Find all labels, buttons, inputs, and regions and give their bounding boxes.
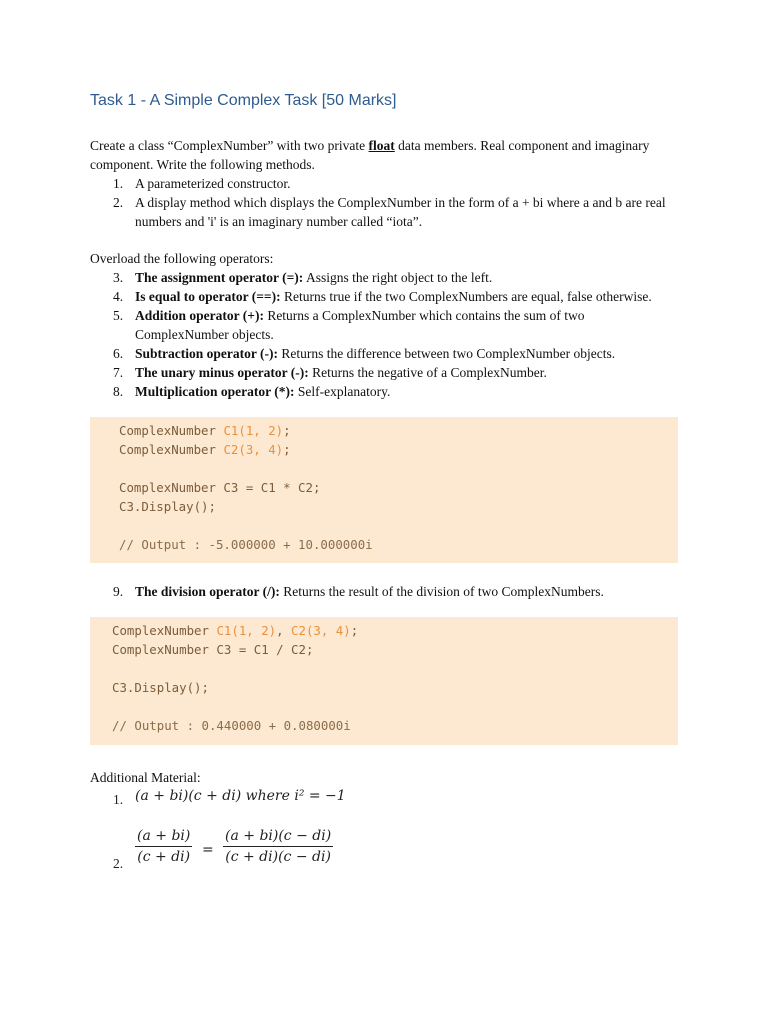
list-item: 3. The assignment operator (=): Assigns the right object to the left. xyxy=(113,270,493,285)
fraction-lhs: $\frac{(a + bi)}{(c + di)}$ xyxy=(137,828,191,865)
intro-paragraph: Create a class “ComplexNumber” with two private float data members. Real component and imaginary component. Write the following methods. xyxy=(90,138,650,172)
list-item: 7. The unary minus operator (-): Returns the negative of a ComplexNumber. xyxy=(113,365,547,380)
additional-material-title: Additional Material: xyxy=(90,770,201,785)
fraction-rhs: $\frac{(a + bi)(c - di)}{(c + di)(c - di)}$ xyxy=(225,828,332,865)
equals-sign: = xyxy=(202,842,214,858)
formula-product-expression: (a + bi)(c + di) where i² = −1 xyxy=(135,788,346,804)
code-comment: // Output : 0.440000 + 0.080000i xyxy=(112,718,351,733)
code-line: ComplexNumber C3 = C1 * C2; xyxy=(119,480,321,495)
code-comment: // Output : -5.000000 + 10.000000i xyxy=(119,537,373,552)
list-item: 4. Is equal to operator (==): Returns true if the two ComplexNumbers are equal, false otherwise. xyxy=(113,289,652,304)
code-line: C3.Display(); xyxy=(112,680,209,695)
code-line: ComplexNumber C1(1, 2), C2(3, 4); xyxy=(112,623,359,638)
operators-list xyxy=(90,268,680,401)
list-item: 2. A display method which displays the ComplexNumber in the form of a + bi where a and b are real numbers and 'i' is an imaginary number called “iota”. xyxy=(113,195,666,229)
list-item: 5. Addition operator (+): Returns a ComplexNumber which contains the sum of two ComplexNumber objects. xyxy=(113,308,585,342)
code-line: C3.Display(); xyxy=(119,499,216,514)
list-item: 6. Subtraction operator (-): Returns the difference between two ComplexNumber objects. xyxy=(113,346,616,361)
list-item: 8. Multiplication operator (*): Self-explanatory. xyxy=(113,384,391,399)
code-line: ComplexNumber C3 = C1 / C2; xyxy=(112,642,314,657)
code-block-division xyxy=(90,617,678,745)
code-line: ComplexNumber C2(3, 4); xyxy=(119,442,291,457)
code-block-multiplication xyxy=(90,417,678,563)
list-item: 1. A parameterized constructor. xyxy=(113,176,291,191)
division-list xyxy=(90,582,680,601)
methods-list xyxy=(90,174,680,231)
task-title: Task 1 - A Simple Complex Task [50 Marks] xyxy=(90,92,397,109)
code-line: ComplexNumber C1(1, 2); xyxy=(119,423,291,438)
float-keyword: float xyxy=(368,138,395,153)
list-item: 9. The division operator (/): Returns the result of the division of two ComplexNumbers. xyxy=(113,584,604,599)
overload-title: Overload the following operators: xyxy=(90,251,274,266)
